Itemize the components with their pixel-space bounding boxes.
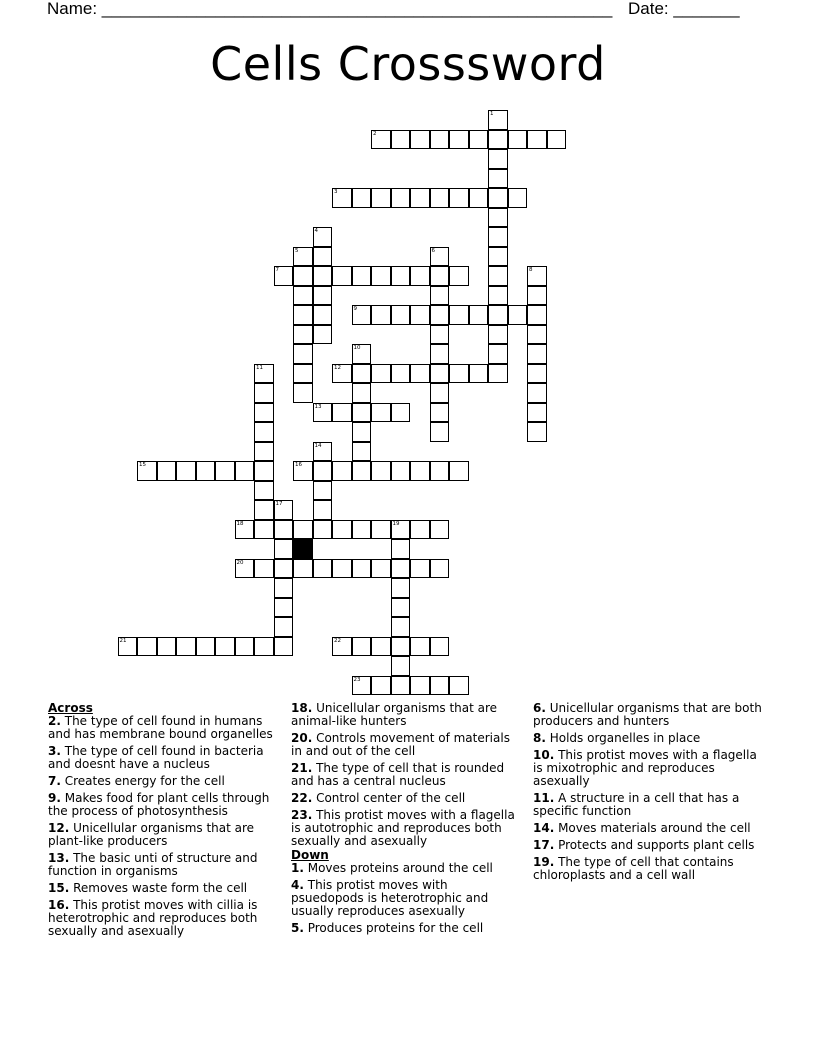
crossword-cell[interactable] (137, 461, 157, 481)
clue-item-number: 17. (533, 838, 555, 852)
clue-item-text: Unicellular organisms that are animal-like hunters (291, 701, 498, 728)
crossword-cell[interactable] (352, 520, 372, 540)
crossword-cell[interactable] (527, 383, 547, 403)
clue-item-text: Holds organelles in place (545, 731, 701, 745)
crossword-cell[interactable] (410, 559, 430, 579)
across-clues-part-2 (291, 702, 523, 848)
crossword-cell[interactable] (430, 637, 450, 657)
crossword-cell[interactable] (527, 286, 547, 306)
crossword-cell[interactable] (313, 500, 333, 520)
crossword-cell[interactable] (488, 364, 508, 384)
crossword-cell[interactable] (371, 676, 391, 696)
crossword-cell[interactable] (449, 266, 469, 286)
clue-item-number: 16. (48, 898, 70, 912)
clue-number: 16 (295, 462, 302, 468)
crossword-cell[interactable] (313, 481, 333, 501)
clue-item-number: 1. (291, 861, 304, 875)
crossword-cell[interactable] (508, 188, 528, 208)
crossword-cell[interactable] (293, 266, 313, 286)
clue-item-text: This protist moves with a flagella is mixotrophic and reproduces asexually (533, 748, 757, 788)
crossword-cell[interactable] (293, 364, 313, 384)
crossword-cell[interactable] (313, 227, 333, 247)
across-clues-part-1 (48, 715, 280, 938)
crossword-cell[interactable] (469, 305, 489, 325)
crossword-cell[interactable] (527, 305, 547, 325)
clue-item-number: 11. (533, 791, 555, 805)
clue-item (533, 749, 765, 788)
crossword-cell[interactable] (313, 325, 333, 345)
clue-number: 13 (314, 403, 322, 410)
crossword-cell[interactable] (391, 598, 411, 618)
crossword-cell[interactable] (274, 266, 294, 286)
crossword-cell[interactable] (176, 461, 196, 481)
clue-number: 7 (275, 267, 279, 273)
crossword-cell[interactable] (352, 383, 372, 403)
clue-item-text: This protist moves with psuedopods is heterotrophic and usually reproduces asexually (291, 878, 489, 918)
clue-item (291, 879, 523, 918)
clue-item-text: Moves materials around the cell (554, 821, 751, 835)
crossword-cell[interactable] (430, 130, 450, 150)
clue-item (48, 715, 280, 741)
crossword-cell[interactable] (391, 637, 411, 657)
crossword-cell[interactable] (352, 305, 372, 325)
crossword-cell[interactable] (410, 520, 430, 540)
crossword-cell[interactable] (449, 305, 469, 325)
clue-number: 2 (373, 130, 377, 137)
clue-number: 9 (353, 306, 357, 312)
crossword-cell[interactable] (254, 364, 274, 384)
crossword-cell[interactable] (371, 637, 391, 657)
clue-item (48, 852, 280, 878)
crossword-cell[interactable] (352, 403, 372, 423)
crossword-cell[interactable] (410, 461, 430, 481)
crossword-cell[interactable] (274, 637, 294, 657)
crossword-cell[interactable] (371, 188, 391, 208)
crossword-cell[interactable] (430, 286, 450, 306)
clue-item-text: Protects and supports plant cells (554, 838, 755, 852)
crossword-cell[interactable] (254, 403, 274, 423)
crossword-cell[interactable] (254, 422, 274, 442)
crossword-cell[interactable] (254, 500, 274, 520)
clue-number: 20 (236, 559, 244, 566)
clue-list (48, 702, 788, 952)
crossword-cell[interactable] (391, 461, 411, 481)
clue-item-number: 7. (48, 774, 61, 788)
crossword-cell[interactable] (352, 344, 372, 364)
clue-number: 4 (314, 228, 318, 234)
crossword-cell[interactable] (391, 403, 411, 423)
clue-item-number: 20. (291, 731, 313, 745)
clue-number: 22 (334, 637, 341, 644)
crossword-cell[interactable] (430, 403, 450, 423)
clue-item-text: Control center of the cell (312, 791, 466, 805)
crossword-cell[interactable] (274, 578, 294, 598)
clue-item (533, 732, 765, 745)
crossword-cell[interactable] (313, 266, 333, 286)
crossword-cell[interactable] (196, 461, 216, 481)
crossword-cell[interactable] (449, 188, 469, 208)
clue-item (533, 856, 765, 882)
crossword-cell[interactable] (391, 266, 411, 286)
crossword-cell[interactable] (410, 637, 430, 657)
clue-item (291, 702, 523, 728)
name-field: Name: ______________________________________________________ (47, 0, 613, 18)
crossword-cell[interactable] (235, 637, 255, 657)
crossword-cell[interactable] (235, 520, 255, 540)
crossword-cell[interactable] (430, 676, 450, 696)
clue-item (533, 839, 765, 852)
crossword-cell[interactable] (254, 461, 274, 481)
clue-item-number: 2. (48, 714, 61, 728)
clue-item-text: Unicellular organisms that are both producers and hunters (533, 701, 762, 728)
crossword-cell[interactable] (332, 461, 352, 481)
crossword-cell[interactable] (293, 305, 313, 325)
crossword-cell[interactable] (391, 617, 411, 637)
clue-item (48, 745, 280, 771)
clue-number: 18 (236, 520, 244, 527)
clue-item-text: The type of cell that contains chloroplasts and a cell wall (533, 855, 734, 882)
crossword-cell[interactable] (527, 344, 547, 364)
clue-item (48, 775, 280, 788)
crossword-cell[interactable] (313, 286, 333, 306)
crossword-cell[interactable] (488, 188, 508, 208)
clue-item-number: 22. (291, 791, 313, 805)
crossword-cell[interactable] (352, 461, 372, 481)
crossword-cell[interactable] (527, 325, 547, 345)
clue-item-text: A structure in a cell that has a specific function (533, 791, 740, 818)
crossword-cell[interactable] (488, 227, 508, 247)
across-heading: Across (48, 701, 93, 715)
crossword-cell[interactable] (137, 637, 157, 657)
clue-item-text: Removes waste form the cell (69, 881, 248, 895)
crossword-cell[interactable] (488, 169, 508, 189)
crossword-cell[interactable] (118, 637, 138, 657)
clue-item-text: This protist moves with a flagella is autotrophic and reproduces both sexually and asexually (291, 808, 515, 848)
crossword-cell[interactable] (293, 520, 313, 540)
clue-item (48, 882, 280, 895)
crossword-cell[interactable] (430, 520, 450, 540)
crossword-cell[interactable] (332, 637, 352, 657)
crossword-cell[interactable] (196, 637, 216, 657)
clue-item-number: 18. (291, 701, 313, 715)
crossword-cell[interactable] (274, 539, 294, 559)
clue-item-text: The basic unti of structure and function in organisms (48, 851, 258, 878)
crossword-cell[interactable] (391, 676, 411, 696)
crossword-cell[interactable] (449, 364, 469, 384)
crossword-cell[interactable] (547, 130, 567, 150)
crossword-cell[interactable] (274, 500, 294, 520)
crossword-cell[interactable] (274, 520, 294, 540)
crossword-cell[interactable] (527, 422, 547, 442)
crossword-cell[interactable] (410, 130, 430, 150)
crossword-cell[interactable] (508, 130, 528, 150)
crossword-cell[interactable] (430, 344, 450, 364)
clue-number: 23 (353, 676, 361, 683)
clue-number: 14 (314, 442, 322, 449)
clue-item (291, 862, 523, 875)
crossword-cell[interactable] (469, 364, 489, 384)
crossword-cell[interactable] (235, 559, 255, 579)
crossword-cell[interactable] (488, 149, 508, 169)
crossword-cell[interactable] (391, 539, 411, 559)
crossword-cell[interactable] (293, 461, 313, 481)
crossword-cell[interactable] (430, 325, 450, 345)
crossword-cell[interactable] (352, 266, 372, 286)
crossword-cell[interactable] (527, 130, 547, 150)
crossword-cell[interactable] (352, 188, 372, 208)
crossword-cell[interactable] (371, 305, 391, 325)
clue-item-text: Moves proteins around the cell (303, 861, 493, 875)
crossword-cell[interactable] (430, 383, 450, 403)
crossword-cell[interactable] (293, 559, 313, 579)
clue-item (291, 922, 523, 935)
clue-item-number: 21. (291, 761, 313, 775)
clue-item-number: 8. (533, 731, 546, 745)
crossword-cell[interactable] (371, 266, 391, 286)
crossword-cell[interactable] (391, 520, 411, 540)
clue-number: 10 (353, 345, 361, 351)
crossword-cell[interactable] (313, 461, 333, 481)
clue-item (291, 732, 523, 758)
crossword-cell[interactable] (254, 637, 274, 657)
clue-item-number: 23. (291, 808, 313, 822)
crossword-cell[interactable] (371, 520, 391, 540)
crossword-cell[interactable] (254, 481, 274, 501)
crossword-cell[interactable] (332, 364, 352, 384)
clue-item (48, 792, 280, 818)
crossword-cell[interactable] (293, 286, 313, 306)
crossword-cell[interactable] (313, 559, 333, 579)
clue-item-text: Creates energy for the cell (60, 774, 225, 788)
clue-item-text: The type of cell found in humans and has membrane bound organelles (48, 714, 273, 741)
crossword-cell[interactable] (430, 305, 450, 325)
clue-item (533, 792, 765, 818)
crossword-cell[interactable] (371, 364, 391, 384)
crossword-cell[interactable] (430, 188, 450, 208)
crossword-cell[interactable] (274, 617, 294, 637)
crossword-cell[interactable] (332, 403, 352, 423)
crossword-cell[interactable] (293, 344, 313, 364)
crossword-cell[interactable] (469, 130, 489, 150)
clue-number: 12 (334, 364, 341, 371)
clue-item (533, 702, 765, 728)
crossword-cell[interactable] (352, 676, 372, 696)
clue-item-text: The type of cell found in bacteria and doesnt have a nucleus (48, 744, 264, 771)
clue-item-number: 5. (291, 921, 304, 935)
crossword-cell[interactable] (254, 559, 274, 579)
crossword-cell[interactable] (371, 559, 391, 579)
crossword-cell[interactable] (488, 130, 508, 150)
crossword-cell[interactable] (332, 266, 352, 286)
down-clues-part-2 (533, 702, 765, 882)
clue-item (291, 762, 523, 788)
clue-item-text: This protist moves with cillia is heterotrophic and reproduces both sexually and asexually (48, 898, 258, 938)
crossword-cell[interactable] (449, 130, 469, 150)
clue-item-number: 13. (48, 851, 70, 865)
black-square (293, 539, 313, 559)
crossword-cell[interactable] (449, 461, 469, 481)
crossword-cell[interactable] (293, 247, 313, 267)
clue-item-text: Unicellular organisms that are plant-like producers (48, 821, 255, 848)
crossword-cell[interactable] (176, 637, 196, 657)
crossword-cell[interactable] (488, 325, 508, 345)
clue-item-text: Produces proteins for the cell (303, 921, 484, 935)
crossword-cell[interactable] (488, 110, 508, 130)
clue-item-text: Controls movement of materials in and out of the cell (291, 731, 510, 758)
clue-column-2 (291, 702, 523, 939)
crossword-cell[interactable] (332, 559, 352, 579)
clue-number: 1 (490, 111, 494, 117)
crossword-cell[interactable] (254, 383, 274, 403)
crossword-cell[interactable] (352, 422, 372, 442)
down-clues-part-1 (291, 862, 523, 935)
crossword-cell[interactable] (430, 364, 450, 384)
crossword-cell[interactable] (293, 383, 313, 403)
crossword-cell[interactable] (410, 305, 430, 325)
crossword-cell[interactable] (313, 403, 333, 423)
crossword-cell[interactable] (527, 364, 547, 384)
clue-item-number: 6. (533, 701, 546, 715)
crossword-cell[interactable] (274, 559, 294, 579)
crossword-cell[interactable] (313, 520, 333, 540)
crossword-cell[interactable] (391, 305, 411, 325)
clue-item (291, 792, 523, 805)
clue-item (48, 899, 280, 938)
crossword-cell[interactable] (352, 442, 372, 462)
crossword-cell[interactable] (391, 559, 411, 579)
clue-number: 8 (529, 267, 533, 273)
clue-item (533, 822, 765, 835)
down-heading: Down (291, 848, 329, 862)
crossword-cell[interactable] (157, 637, 177, 657)
crossword-cell[interactable] (215, 461, 235, 481)
crossword-cell[interactable] (410, 676, 430, 696)
clue-number: 21 (119, 637, 127, 644)
clue-number: 17 (275, 501, 283, 507)
crossword-cell[interactable] (527, 403, 547, 423)
crossword-cell[interactable] (352, 559, 372, 579)
crossword-cell[interactable] (352, 637, 372, 657)
crossword-cell[interactable] (488, 247, 508, 267)
crossword-cell[interactable] (430, 461, 450, 481)
clue-item-text: The type of cell that is rounded and has a central nucleus (291, 761, 505, 788)
crossword-cell[interactable] (430, 422, 450, 442)
clue-item-number: 3. (48, 744, 61, 758)
clue-number: 5 (295, 247, 299, 254)
crossword-cell[interactable] (274, 598, 294, 618)
crossword-cell[interactable] (254, 442, 274, 462)
crossword-cell[interactable] (391, 656, 411, 676)
clue-item-number: 14. (533, 821, 555, 835)
clue-item-number: 9. (48, 791, 61, 805)
crossword-cell[interactable] (410, 266, 430, 286)
crossword-cell[interactable] (488, 286, 508, 306)
clue-number: 11 (256, 364, 263, 371)
crossword-cell[interactable] (391, 188, 411, 208)
crossword-cell[interactable] (391, 130, 411, 150)
crossword-cell[interactable] (254, 520, 274, 540)
clue-item (291, 809, 523, 848)
clue-column-3 (533, 702, 765, 886)
date-field: Date: _______ (628, 0, 740, 18)
clue-item-number: 4. (291, 878, 304, 892)
clue-item (48, 822, 280, 848)
crossword-cell[interactable] (235, 461, 255, 481)
page-title: Cells Crosssword (210, 37, 606, 91)
crossword-cell[interactable] (449, 676, 469, 696)
crossword-cell[interactable] (332, 520, 352, 540)
clue-number: 3 (334, 189, 338, 195)
crossword-cell[interactable] (313, 305, 333, 325)
crossword-cell[interactable] (371, 461, 391, 481)
clue-item-number: 10. (533, 748, 555, 762)
crossword-cell[interactable] (488, 344, 508, 364)
crossword-cell[interactable] (410, 364, 430, 384)
clue-number: 15 (139, 462, 146, 468)
crossword-cell[interactable] (371, 403, 391, 423)
crossword-cell[interactable] (430, 247, 450, 267)
crossword-cell[interactable] (313, 442, 333, 462)
clue-item-text: Makes food for plant cells through the process of photosynthesis (48, 791, 270, 818)
clue-column-1 (48, 702, 280, 942)
crossword-cell[interactable] (391, 578, 411, 598)
crossword-cell[interactable] (410, 188, 430, 208)
clue-number: 19 (392, 520, 400, 527)
crossword-cell[interactable] (313, 247, 333, 267)
crossword-cell[interactable] (488, 208, 508, 228)
clue-item-number: 19. (533, 855, 555, 869)
crossword-cell[interactable] (391, 364, 411, 384)
clue-number: 6 (431, 247, 435, 254)
clue-item-number: 12. (48, 821, 70, 835)
crossword-cell[interactable] (488, 266, 508, 286)
crossword-cell[interactable] (352, 364, 372, 384)
crossword-cell[interactable] (430, 559, 450, 579)
crossword-cell[interactable] (215, 637, 235, 657)
crossword-cell[interactable] (430, 266, 450, 286)
clue-item-number: 15. (48, 881, 70, 895)
crossword-cell[interactable] (293, 325, 313, 345)
crossword-cell[interactable] (371, 130, 391, 150)
crossword-cell[interactable] (332, 188, 352, 208)
crossword-cell[interactable] (488, 305, 508, 325)
crossword-cell[interactable] (157, 461, 177, 481)
crossword-cell[interactable] (469, 188, 489, 208)
crossword-cell[interactable] (527, 266, 547, 286)
crossword-cell[interactable] (508, 305, 528, 325)
